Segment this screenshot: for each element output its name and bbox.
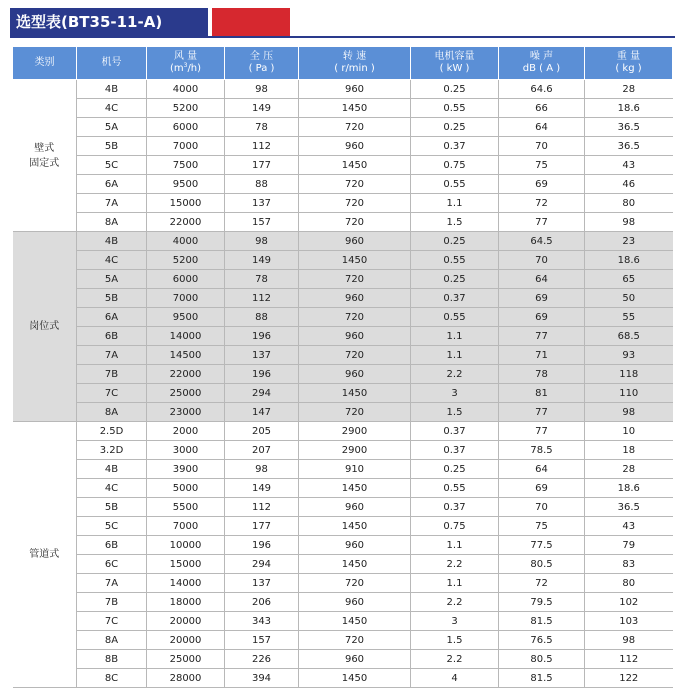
table-row [13, 251, 673, 270]
noise-cell: 71 [499, 346, 585, 365]
airflow-cell: 2000 [147, 422, 225, 441]
table-row [13, 346, 673, 365]
power-cell: 0.25 [411, 270, 499, 289]
table-row [13, 441, 673, 460]
weight-cell: 23 [585, 232, 673, 251]
header-weight-label: 重 量 [616, 51, 641, 62]
speed-cell: 960 [299, 327, 411, 346]
speed-cell: 720 [299, 118, 411, 137]
model-cell: 4B [77, 232, 147, 251]
speed-cell: 720 [299, 308, 411, 327]
power-cell: 1.1 [411, 346, 499, 365]
speed-cell: 960 [299, 365, 411, 384]
speed-cell: 1450 [299, 384, 411, 403]
header-pressure-unit: ( Pa ) [248, 63, 275, 74]
speed-cell: 720 [299, 346, 411, 365]
noise-cell: 72 [499, 574, 585, 593]
power-cell: 0.37 [411, 498, 499, 517]
power-cell: 0.75 [411, 517, 499, 536]
pressure-cell: 343 [225, 612, 299, 631]
noise-cell: 81.5 [499, 612, 585, 631]
table-row [13, 289, 673, 308]
speed-cell: 960 [299, 650, 411, 669]
airflow-cell: 5200 [147, 99, 225, 118]
speed-cell: 720 [299, 213, 411, 232]
pressure-cell: 149 [225, 479, 299, 498]
noise-cell: 64 [499, 118, 585, 137]
table-row [13, 365, 673, 384]
airflow-cell: 15000 [147, 555, 225, 574]
noise-cell: 81 [499, 384, 585, 403]
airflow-cell: 22000 [147, 213, 225, 232]
weight-cell: 98 [585, 631, 673, 650]
airflow-cell: 22000 [147, 365, 225, 384]
power-cell: 1.1 [411, 194, 499, 213]
power-cell: 4 [411, 669, 499, 688]
power-cell: 3 [411, 612, 499, 631]
speed-cell: 1450 [299, 479, 411, 498]
category-label: 岗位式 [29, 321, 60, 332]
pressure-cell: 149 [225, 99, 299, 118]
pressure-cell: 112 [225, 289, 299, 308]
pressure-cell: 98 [225, 232, 299, 251]
speed-cell: 960 [299, 593, 411, 612]
noise-cell: 77 [499, 213, 585, 232]
speed-cell: 720 [299, 403, 411, 422]
pressure-cell: 98 [225, 80, 299, 99]
model-cell: 7C [77, 384, 147, 403]
table-row [13, 232, 673, 251]
model-cell: 3.2D [77, 441, 147, 460]
airflow-cell: 6000 [147, 118, 225, 137]
table-row [13, 270, 673, 289]
header-airflow-unit-sup: 3 [183, 62, 188, 69]
model-cell: 8A [77, 403, 147, 422]
pressure-cell: 112 [225, 498, 299, 517]
table-row [13, 574, 673, 593]
speed-cell: 1450 [299, 156, 411, 175]
model-cell: 6B [77, 327, 147, 346]
header-weight [585, 47, 673, 80]
speed-cell: 1450 [299, 251, 411, 270]
airflow-cell: 23000 [147, 403, 225, 422]
noise-cell: 81.5 [499, 669, 585, 688]
header-speed-unit: ( r/min ) [334, 63, 375, 74]
table-row [13, 327, 673, 346]
pressure-cell: 137 [225, 346, 299, 365]
noise-cell: 77 [499, 422, 585, 441]
model-cell: 4C [77, 251, 147, 270]
model-cell: 7B [77, 365, 147, 384]
header-airflow-unit [147, 63, 224, 75]
airflow-cell: 7000 [147, 517, 225, 536]
power-cell: 0.37 [411, 137, 499, 156]
airflow-cell: 4000 [147, 80, 225, 99]
airflow-cell: 14000 [147, 327, 225, 346]
speed-cell: 910 [299, 460, 411, 479]
model-cell: 2.5D [77, 422, 147, 441]
speed-cell: 1450 [299, 517, 411, 536]
airflow-cell: 3900 [147, 460, 225, 479]
weight-cell: 93 [585, 346, 673, 365]
power-cell: 0.25 [411, 232, 499, 251]
pressure-cell: 88 [225, 175, 299, 194]
weight-cell: 79 [585, 536, 673, 555]
weight-cell: 55 [585, 308, 673, 327]
weight-cell: 46 [585, 175, 673, 194]
power-cell: 0.55 [411, 308, 499, 327]
category-cell [13, 422, 77, 688]
speed-cell: 960 [299, 498, 411, 517]
table-row [13, 308, 673, 327]
table-row [13, 536, 673, 555]
airflow-cell: 28000 [147, 669, 225, 688]
header-speed [299, 47, 411, 80]
table-row [13, 517, 673, 536]
power-cell: 0.55 [411, 251, 499, 270]
power-cell: 0.25 [411, 460, 499, 479]
airflow-cell: 9500 [147, 308, 225, 327]
model-cell: 4B [77, 80, 147, 99]
model-cell: 8A [77, 631, 147, 650]
airflow-cell: 14500 [147, 346, 225, 365]
weight-cell: 50 [585, 289, 673, 308]
table-row [13, 175, 673, 194]
weight-cell: 110 [585, 384, 673, 403]
selection-table [12, 46, 673, 688]
pressure-cell: 88 [225, 308, 299, 327]
noise-cell: 64.6 [499, 80, 585, 99]
weight-cell: 103 [585, 612, 673, 631]
noise-cell: 69 [499, 175, 585, 194]
power-cell: 0.55 [411, 99, 499, 118]
pressure-cell: 207 [225, 441, 299, 460]
power-cell: 0.55 [411, 175, 499, 194]
noise-cell: 64.5 [499, 232, 585, 251]
model-cell: 5A [77, 118, 147, 137]
model-cell: 4C [77, 99, 147, 118]
speed-cell: 1450 [299, 555, 411, 574]
speed-cell: 720 [299, 194, 411, 213]
power-cell: 2.2 [411, 650, 499, 669]
airflow-cell: 15000 [147, 194, 225, 213]
category-label: 管道式 [29, 549, 60, 560]
pressure-cell: 206 [225, 593, 299, 612]
weight-cell: 98 [585, 213, 673, 232]
speed-cell: 1450 [299, 612, 411, 631]
power-cell: 1.1 [411, 574, 499, 593]
header-airflow-unit-post: /h) [187, 63, 202, 74]
table-row [13, 498, 673, 517]
pressure-cell: 294 [225, 555, 299, 574]
table-row [13, 555, 673, 574]
speed-cell: 720 [299, 574, 411, 593]
airflow-cell: 20000 [147, 612, 225, 631]
weight-cell: 36.5 [585, 137, 673, 156]
power-cell: 1.5 [411, 403, 499, 422]
table-row [13, 422, 673, 441]
airflow-cell: 10000 [147, 536, 225, 555]
noise-cell: 69 [499, 308, 585, 327]
header-airflow-unit-pre: (m [169, 63, 184, 74]
speed-cell: 960 [299, 232, 411, 251]
weight-cell: 112 [585, 650, 673, 669]
category-label-line2: 固定式 [29, 157, 60, 169]
model-cell: 8A [77, 213, 147, 232]
pressure-cell: 147 [225, 403, 299, 422]
weight-cell: 43 [585, 517, 673, 536]
speed-cell: 960 [299, 137, 411, 156]
weight-cell: 80 [585, 574, 673, 593]
model-cell: 7A [77, 194, 147, 213]
pressure-cell: 78 [225, 118, 299, 137]
pressure-cell: 78 [225, 270, 299, 289]
pressure-cell: 157 [225, 631, 299, 650]
table-row [13, 631, 673, 650]
pressure-cell: 149 [225, 251, 299, 270]
model-cell: 4B [77, 460, 147, 479]
power-cell: 0.37 [411, 441, 499, 460]
table-row [13, 99, 673, 118]
header-weight-unit: ( kg ) [615, 63, 642, 74]
model-cell: 4C [77, 479, 147, 498]
airflow-cell: 5000 [147, 479, 225, 498]
model-cell: 6A [77, 308, 147, 327]
airflow-cell: 25000 [147, 384, 225, 403]
airflow-cell: 6000 [147, 270, 225, 289]
model-cell: 7C [77, 612, 147, 631]
noise-cell: 70 [499, 137, 585, 156]
table-row [13, 593, 673, 612]
header-noise-unit: dB ( A ) [522, 63, 561, 74]
speed-cell: 2900 [299, 422, 411, 441]
speed-cell: 960 [299, 80, 411, 99]
model-cell: 5C [77, 517, 147, 536]
airflow-cell: 5200 [147, 251, 225, 270]
pressure-cell: 137 [225, 194, 299, 213]
weight-cell: 28 [585, 80, 673, 99]
title-banner [10, 8, 290, 36]
table-row [13, 403, 673, 422]
airflow-cell: 3000 [147, 441, 225, 460]
power-cell: 3 [411, 384, 499, 403]
table-body [13, 80, 673, 688]
pressure-cell: 226 [225, 650, 299, 669]
power-cell: 1.1 [411, 536, 499, 555]
weight-cell: 43 [585, 156, 673, 175]
model-cell: 7B [77, 593, 147, 612]
weight-cell: 36.5 [585, 118, 673, 137]
weight-cell: 18 [585, 441, 673, 460]
airflow-cell: 7500 [147, 156, 225, 175]
speed-cell: 1450 [299, 669, 411, 688]
speed-cell: 2900 [299, 441, 411, 460]
header-row [13, 47, 673, 80]
model-cell: 5B [77, 137, 147, 156]
model-cell: 6B [77, 536, 147, 555]
weight-cell: 80 [585, 194, 673, 213]
pressure-cell: 177 [225, 517, 299, 536]
power-cell: 0.25 [411, 80, 499, 99]
header-pressure [225, 47, 299, 80]
power-cell: 2.2 [411, 365, 499, 384]
weight-cell: 65 [585, 270, 673, 289]
weight-cell: 18.6 [585, 99, 673, 118]
header-power-label: 电机容量 [434, 51, 475, 62]
noise-cell: 69 [499, 479, 585, 498]
noise-cell: 77 [499, 403, 585, 422]
header-airflow-label: 风 量 [173, 51, 198, 62]
table-row [13, 479, 673, 498]
weight-cell: 118 [585, 365, 673, 384]
table-row [13, 650, 673, 669]
header-power [411, 47, 499, 80]
noise-cell: 78.5 [499, 441, 585, 460]
table-row [13, 137, 673, 156]
table-row [13, 669, 673, 688]
power-cell: 1.5 [411, 631, 499, 650]
noise-cell: 75 [499, 517, 585, 536]
speed-cell: 720 [299, 270, 411, 289]
noise-cell: 79.5 [499, 593, 585, 612]
category-label: 壁式 [34, 142, 55, 154]
pressure-cell: 98 [225, 460, 299, 479]
model-cell: 5B [77, 289, 147, 308]
power-cell: 1.1 [411, 327, 499, 346]
weight-cell: 122 [585, 669, 673, 688]
weight-cell: 102 [585, 593, 673, 612]
noise-cell: 80.5 [499, 650, 585, 669]
speed-cell: 1450 [299, 99, 411, 118]
table-row [13, 384, 673, 403]
pressure-cell: 205 [225, 422, 299, 441]
table-row [13, 460, 673, 479]
speed-cell: 960 [299, 289, 411, 308]
power-cell: 2.2 [411, 555, 499, 574]
model-cell: 7A [77, 346, 147, 365]
noise-cell: 72 [499, 194, 585, 213]
pressure-cell: 294 [225, 384, 299, 403]
airflow-cell: 7000 [147, 137, 225, 156]
airflow-cell: 9500 [147, 175, 225, 194]
pressure-cell: 157 [225, 213, 299, 232]
header-power-unit: ( kW ) [439, 63, 470, 74]
pressure-cell: 196 [225, 365, 299, 384]
airflow-cell: 5500 [147, 498, 225, 517]
noise-cell: 77 [499, 327, 585, 346]
weight-cell: 28 [585, 460, 673, 479]
model-cell: 6C [77, 555, 147, 574]
title-underline [10, 36, 675, 38]
noise-cell: 66 [499, 99, 585, 118]
table-row [13, 194, 673, 213]
pressure-cell: 196 [225, 536, 299, 555]
pressure-cell: 394 [225, 669, 299, 688]
pressure-cell: 137 [225, 574, 299, 593]
airflow-cell: 20000 [147, 631, 225, 650]
header-model: 机号 [77, 47, 147, 80]
speed-cell: 720 [299, 631, 411, 650]
noise-cell: 70 [499, 498, 585, 517]
table-row [13, 118, 673, 137]
table-row [13, 80, 673, 99]
banner-accent [212, 8, 290, 36]
power-cell: 1.5 [411, 213, 499, 232]
header-pressure-label: 全 压 [249, 51, 274, 62]
header-noise [499, 47, 585, 80]
table-row [13, 156, 673, 175]
speed-cell: 960 [299, 536, 411, 555]
noise-cell: 78 [499, 365, 585, 384]
noise-cell: 64 [499, 460, 585, 479]
header-speed-label: 转 速 [342, 51, 367, 62]
page-title: 选型表(BT35-11-A) [10, 8, 208, 36]
airflow-cell: 14000 [147, 574, 225, 593]
power-cell: 0.37 [411, 422, 499, 441]
power-cell: 0.25 [411, 118, 499, 137]
table-row [13, 612, 673, 631]
weight-cell: 10 [585, 422, 673, 441]
power-cell: 0.37 [411, 289, 499, 308]
weight-cell: 98 [585, 403, 673, 422]
airflow-cell: 4000 [147, 232, 225, 251]
weight-cell: 18.6 [585, 479, 673, 498]
pressure-cell: 177 [225, 156, 299, 175]
model-cell: 7A [77, 574, 147, 593]
noise-cell: 76.5 [499, 631, 585, 650]
model-cell: 5C [77, 156, 147, 175]
power-cell: 2.2 [411, 593, 499, 612]
model-cell: 8C [77, 669, 147, 688]
weight-cell: 18.6 [585, 251, 673, 270]
airflow-cell: 25000 [147, 650, 225, 669]
header-category: 类别 [13, 47, 77, 80]
pressure-cell: 196 [225, 327, 299, 346]
noise-cell: 64 [499, 270, 585, 289]
category-cell [13, 232, 77, 422]
weight-cell: 68.5 [585, 327, 673, 346]
airflow-cell: 18000 [147, 593, 225, 612]
header-airflow [147, 47, 225, 80]
model-cell: 5B [77, 498, 147, 517]
pressure-cell: 112 [225, 137, 299, 156]
power-cell: 0.55 [411, 479, 499, 498]
model-cell: 8B [77, 650, 147, 669]
weight-cell: 83 [585, 555, 673, 574]
category-cell [13, 80, 77, 232]
weight-cell: 36.5 [585, 498, 673, 517]
noise-cell: 75 [499, 156, 585, 175]
airflow-cell: 7000 [147, 289, 225, 308]
header-noise-label: 噪 声 [529, 51, 554, 62]
power-cell: 0.75 [411, 156, 499, 175]
model-cell: 5A [77, 270, 147, 289]
noise-cell: 70 [499, 251, 585, 270]
noise-cell: 80.5 [499, 555, 585, 574]
speed-cell: 720 [299, 175, 411, 194]
table-row [13, 213, 673, 232]
noise-cell: 69 [499, 289, 585, 308]
noise-cell: 77.5 [499, 536, 585, 555]
model-cell: 6A [77, 175, 147, 194]
